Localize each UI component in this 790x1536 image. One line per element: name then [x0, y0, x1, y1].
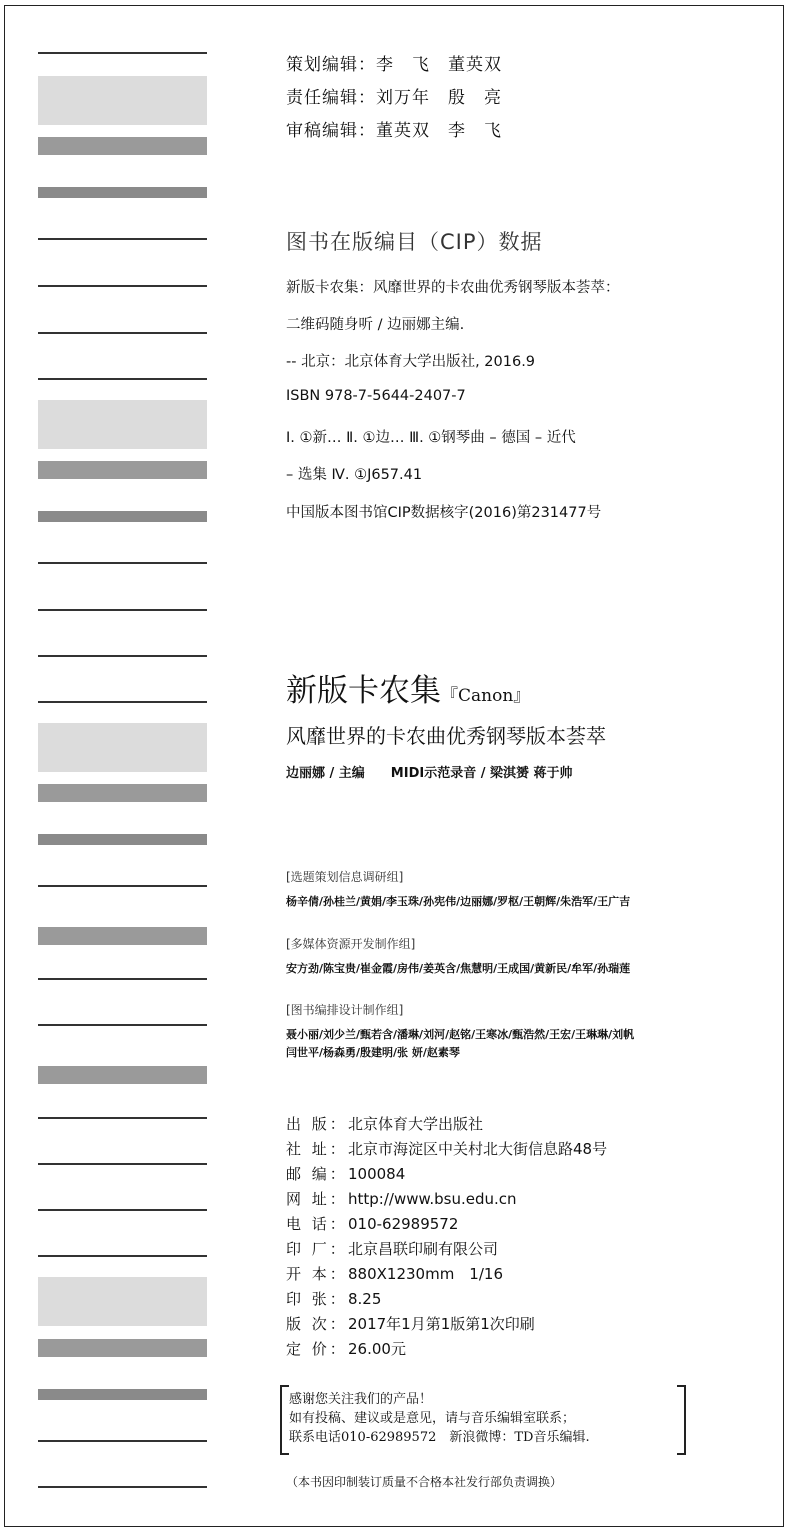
book-title [286, 665, 530, 710]
cip-line: -- 北京：北京体育大学出版社, 2016.9 [286, 354, 536, 370]
cip-record-number: 中国版本图书馆CIP数据核字(2016)第231477号 [286, 505, 602, 521]
responsible-editor: 责任编辑：刘万年 殷 亮 [286, 88, 502, 108]
pub-row-website: 网 址：http://www.bsu.edu.cn [286, 1190, 517, 1208]
cip-isbn: ISBN 978-7-5644-2407-7 [286, 388, 466, 404]
cip-line: 新版卡农集：风靡世界的卡农曲优秀钢琴版本荟萃： [286, 280, 620, 296]
pub-row-phone: 电 话：010-62989572 [286, 1215, 459, 1233]
review-editor: 审稿编辑：董英双 李 飞 [286, 121, 502, 141]
book-title-en: 『Canon』 [441, 686, 531, 706]
pub-row-sheets: 印 张：8.25 [286, 1290, 382, 1308]
pub-row-format: 开 本：880X1230mm 1/16 [286, 1265, 503, 1283]
contact-line: 感谢您关注我们的产品！ [289, 1392, 433, 1407]
pub-row-postcode: 邮 编：100084 [286, 1165, 406, 1183]
group-members: 聂小丽/刘少兰/甄若含/潘琳/刘河/赵铭/王寒冰/甄浩然/王宏/王琳琳/刘帆 [286, 1028, 635, 1041]
pub-row-edition: 版 次：2017年1月第1版第1次印刷 [286, 1315, 535, 1333]
book-title-cn: 新版卡农集 [286, 673, 441, 709]
contact-line: 如有投稿、建议或是意见，请与音乐编辑室联系； [289, 1411, 576, 1426]
group-name: [多媒体资源开发制作组] [286, 937, 416, 951]
group-name: [图书编排设计制作组] [286, 1003, 404, 1017]
cip-line: – 选集 Ⅳ. ①J657.41 [286, 467, 423, 483]
pub-row-publisher: 出 版：北京体育大学出版社 [286, 1115, 484, 1133]
book-authors: 边丽娜 / 主编 MIDI示范录音 / 梁淇赟 蒋于帅 [286, 766, 573, 781]
contact-line: 联系电话010-62989572 新浪微博：TD音乐编辑. [289, 1430, 590, 1445]
contact-box [280, 1385, 686, 1453]
cip-heading: 图书在版编目（CIP）数据 [286, 230, 543, 254]
footnote: （本书因印制装订质量不合格本社发行部负责调换） [286, 1475, 563, 1489]
bracket-right [677, 1385, 686, 1455]
group-members: 安方劲/陈宝贵/崔金霞/房伟/姜英含/焦慧明/王成国/黄新民/牟军/孙瑞莲 [286, 962, 631, 975]
cip-line: Ⅰ. ①新… Ⅱ. ①边… Ⅲ. ①钢琴曲 – 德国 – 近代 [286, 430, 576, 446]
group-members: 杨辛倩/孙桂兰/黄娟/李玉珠/孙宪伟/边丽娜/罗枢/王朝辉/朱浩军/王广吉 [286, 895, 631, 908]
pub-row-price: 定 价：26.00元 [286, 1340, 406, 1358]
cip-line: 二维码随身听 / 边丽娜主编. [286, 317, 465, 333]
book-subtitle: 风靡世界的卡农曲优秀钢琴版本荟萃 [286, 724, 606, 748]
planning-editor: 策划编辑：李 飞 董英双 [286, 55, 502, 75]
group-name: [选题策划信息调研组] [286, 870, 404, 884]
pub-row-printer: 印 厂：北京昌联印刷有限公司 [286, 1240, 499, 1258]
bracket-left [280, 1385, 289, 1455]
pub-row-address: 社 址：北京市海淀区中关村北大街信息路48号 [286, 1140, 608, 1158]
group-members: 闫世平/杨森勇/殷建明/张 妍/赵素琴 [286, 1046, 460, 1059]
